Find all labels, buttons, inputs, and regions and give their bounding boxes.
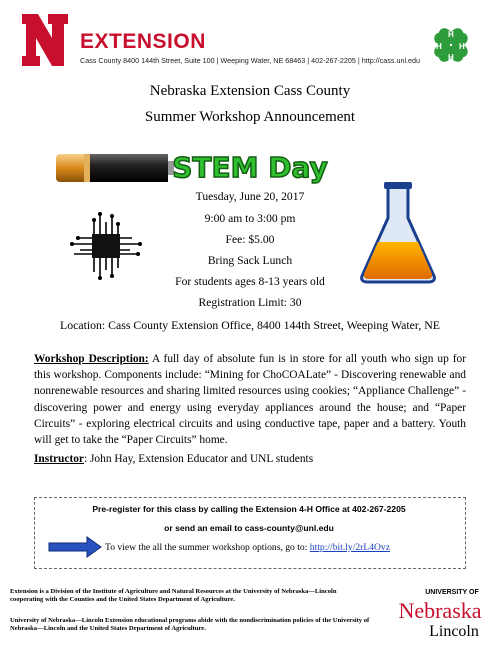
unl-logo	[392, 582, 488, 642]
svg-text:H: H	[459, 42, 465, 51]
description-label: Workshop Description:	[34, 353, 149, 365]
svg-text:H: H	[448, 53, 454, 62]
event-fee: Fee: $5.00	[225, 233, 275, 246]
workshop-description	[34, 351, 466, 448]
registration-phone-line: Pre-register for this class by calling the Extension 4-H Office at 402-267-2205	[92, 504, 406, 514]
unl-logo-mid: Nebraska	[398, 598, 482, 623]
announcement-title-line1: Nebraska Extension Cass County	[149, 83, 351, 99]
unl-logo-bottom: Lincoln	[429, 623, 479, 640]
four-h-clover-icon	[428, 22, 474, 68]
unl-logo-top: UNIVERSITY OF	[425, 589, 479, 596]
arrow-right-icon	[47, 536, 103, 558]
nebraska-n-logo	[22, 14, 68, 66]
stem-day-banner	[165, 148, 335, 184]
event-location: Location: Cass County Extension Office, 8400 144th Street, Weeping Water, NE	[60, 318, 440, 332]
registration-email-line: or send an email to cass-county@unl.edu	[164, 523, 334, 533]
stem-day-text: STEM Day	[172, 151, 328, 184]
workshop-options-link[interactable]: http://bit.ly/2rL4Ovz	[309, 542, 390, 553]
event-date: Tuesday, June 20, 2017	[195, 190, 305, 203]
svg-text:H: H	[436, 42, 442, 51]
svg-text:H: H	[448, 30, 454, 39]
battery-icon	[54, 150, 176, 186]
office-address-line: Cass County 8400 144th Street, Suite 100 | Weeping Water, NE 68463 | 402-267-2205 | http://cass.unl.edu	[80, 56, 421, 65]
event-time: 9:00 am to 3:00 pm	[204, 212, 296, 225]
instructor-line	[34, 453, 313, 465]
footer-extension-statement: Extension is a Division of the Institute of Agriculture and Natural Resources at the University of Nebraska—Lincoln cooperating with the Counties and the United States Department of Agriculture.	[10, 588, 337, 604]
workshop-options-text: To view the all the summer workshop options, go to:	[105, 542, 310, 553]
extension-wordmark: EXTENSION	[80, 30, 206, 53]
event-lunch: Bring Sack Lunch	[207, 254, 293, 267]
description-text: A full day of absolute fun is in store for all youth who sign up for this workshop. Components include: “Mining for ChoCOALate” - Discovering renewable and nonrenewable resources and sharing limited resources using cookies; “Appliance Challenge” - discovering power and energy using everyday appliances around the house; and “Paper Circuits” - exploring electrical circuits and using conductive tape, paper and a battery. Youth will get to take the “Paper Circuits” home.	[34, 353, 466, 447]
event-ages: For students ages 8-13 years old	[175, 275, 325, 288]
announcement-title-line2: Summer Workshop Announcement	[144, 109, 356, 125]
footer-nondiscrimination-statement: University of Nebraska—Lincoln Extension educational programs abide with the nondiscrimination policies of the University of Nebraska—Lincoln and the United States Department of Agriculture.	[10, 617, 370, 633]
instructor-label: Instructor	[34, 453, 84, 465]
workshop-options-line	[105, 542, 390, 553]
event-registration-limit: Registration Limit: 30	[198, 296, 302, 309]
instructor-text: : John Hay, Extension Educator and UNL students	[83, 453, 314, 465]
